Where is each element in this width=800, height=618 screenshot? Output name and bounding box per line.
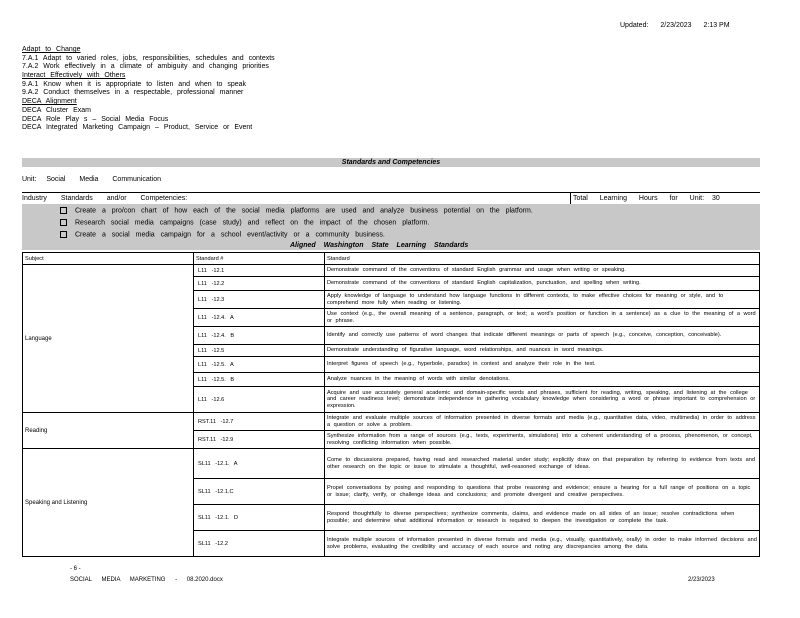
standard-text: Use context (e.g., the overall meaning of a sentence, paragraph, or text; a word's position or function in a sentence) as a clue to the meaning of a word or phrase. (325, 309, 760, 327)
objective-item: Create a social media campaign for a school event/activity or a community business. (60, 231, 385, 238)
table-row (23, 413, 760, 431)
checkbox-icon (60, 231, 67, 238)
updated-time: 2:13 PM (703, 22, 730, 29)
standard-code: L11 -12.1 (194, 265, 325, 277)
standard-text: Demonstrate command of the conventions of standard English capitalization, punctuation, and spelling when writing. (325, 277, 760, 291)
standard-code: L11 -12.3 (194, 291, 325, 309)
top-line: DECA Role Play s – Social Media Focus (22, 115, 169, 123)
objective-item: Create a pro/con chart of how each of the social media platforms are used and analyze business potential on the platform. (60, 207, 533, 214)
checkbox-icon (60, 207, 67, 214)
top-line: DECA Cluster Exam (22, 106, 92, 114)
standard-text: Propel conversations by posing and responding to questions that probe reasoning and evidence; ensure a hearing for a full range of positions on a topic or issue; clarify, verify, or challenge ideas and conclusions; and promote divergent and creative perspectives. (325, 479, 760, 505)
industry-label: Industry Standards and/or Competencies: (22, 195, 188, 202)
header-subject: Subject (23, 253, 194, 265)
section-title-band: Standards and Competencies (22, 158, 760, 167)
top-line: DECA Integrated Marketing Campaign – Product, Service or Event (22, 124, 253, 132)
standard-text: Integrate and evaluate multiple sources of information presented in diverse formats and media (e.g., quantitative data, video, multimedia) in order to address a question or solve a problem. (325, 413, 760, 431)
standard-code: L11 -12.5. A (194, 357, 325, 373)
standard-code: SL11 -12.1. D (194, 505, 325, 531)
subject-cell: Language (23, 265, 194, 413)
updated-label: Updated: (620, 22, 649, 29)
standards-table (22, 252, 760, 557)
standard-code: RST.11 -12.7 (194, 413, 325, 431)
updated-date: 2/23/2023 (660, 22, 692, 29)
footer-date: 2/23/2023 (688, 577, 715, 583)
unit-name: Social Media Communication (46, 176, 162, 183)
updated-header (600, 22, 730, 29)
standard-code: SL11 -12.2 (194, 531, 325, 557)
subject-cell: Reading (23, 413, 194, 449)
standard-text: Respond thoughtfully to diverse perspectives; synthesize comments, claims, and evidence made on all sides of an issue; resolve contradictions when possible; and determine what additional information or research is required to deepen the investigation or complete the task. (325, 505, 760, 531)
aligned-standards-title: Aligned Washington State Learning Standards (290, 242, 469, 249)
top-line: Adapt to Change (22, 46, 81, 53)
standard-code: L11 -12.5. B (194, 373, 325, 387)
footer-filename: SOCIAL MEDIA MARKETING - 08.2020.docx (70, 577, 223, 583)
standard-text: Acquire and use accurately general academic and domain-specific words and phrases, sufficient for reading, writing, speaking, and listening at the college and career readiness level; demonstrate independence in gathering vocabulary knowledge when considering a word or phrase important to comprehension or expression. (325, 387, 760, 413)
standard-text: Integrate multiple sources of information presented in diverse formats and media (e.g., visually, quantitatively, orally) in order to make informed decisions and solve problems, evaluating the credibility and accuracy of each source and noting any discrepancies among the data. (325, 531, 760, 557)
top-line: 7.A.2 Work effectively in a climate of ambiguity and changing priorities (22, 63, 269, 71)
unit-row (22, 174, 760, 186)
standard-text: Identify and correctly use patterns of word changes that indicate different meanings or parts of speech (e.g., conceive, conception, conceivable). (325, 327, 760, 345)
standard-text: Apply knowledge of language to understand how language functions in different contexts, to make effective choices for meaning or style, and to comprehend more fully when reading or listening. (325, 291, 760, 309)
standard-code: RST.11 -12.9 (194, 431, 325, 449)
standard-code: L11 -12.4. B (194, 327, 325, 345)
unit-label: Unit: (22, 176, 37, 183)
standard-text: Come to discussions prepared, having read and researched material under study; explicitly draw on that preparation by referring to evidence from texts and other research on the topic or issue to stimulate a thoughtful, well-reasoned exchange of ideas. (325, 449, 760, 479)
page-number: - 6 - (70, 566, 81, 572)
standard-code: SL11 -12.1. A (194, 449, 325, 479)
standard-code: SL11 -12.1.C (194, 479, 325, 505)
checkbox-icon (60, 219, 67, 226)
standard-code: L11 -12.4. A (194, 309, 325, 327)
top-line: 9.A.1 Know when it is appropriate to listen and when to speak (22, 80, 247, 88)
standard-text: Synthesize information from a range of sources (e.g., texts, experiments, simulations) into a coherent understanding of a process, phenomenon, or concept, resolving conflicting information when possible. (325, 431, 760, 449)
standard-code: L11 -12.2 (194, 277, 325, 291)
subject-cell: Speaking and Listening (23, 449, 194, 557)
standard-text: Analyze nuances in the meaning of words with similar denotations. (325, 373, 760, 387)
objective-item: Research social media campaigns (case study) and reflect on the impact of the chosen platform. (60, 219, 429, 226)
standard-code: L11 -12.5 (194, 345, 325, 357)
total-label: Total Learning Hours for Unit: (573, 195, 705, 202)
total-value: 30 (712, 195, 720, 202)
standard-text: Interpret figures of speech (e.g., hyperbole, paradox) in context and analyze their role in the text. (325, 357, 760, 373)
header-standard: Standard (325, 253, 760, 265)
standard-text: Demonstrate understanding of figurative language, word relationships, and nuances in word meanings. (325, 345, 760, 357)
top-line: 9.A.2 Conduct themselves in a respectable, professional manner (22, 89, 244, 97)
table-header-row (23, 253, 760, 265)
top-line: DECA Alignment (22, 98, 77, 106)
standard-code: L11 -12.6 (194, 387, 325, 413)
table-row (23, 449, 760, 479)
top-line: 7.A.1 Adapt to varied roles, jobs, responsibilities, schedules and contexts (22, 54, 275, 62)
leadership-skills-block (22, 46, 752, 133)
top-line: Interact Effectively with Others (22, 72, 126, 80)
header-standard-num: Standard # (194, 253, 325, 265)
table-row (23, 265, 760, 277)
standard-text: Demonstrate command of the conventions of standard English grammar and usage when writing or speaking. (325, 265, 760, 277)
